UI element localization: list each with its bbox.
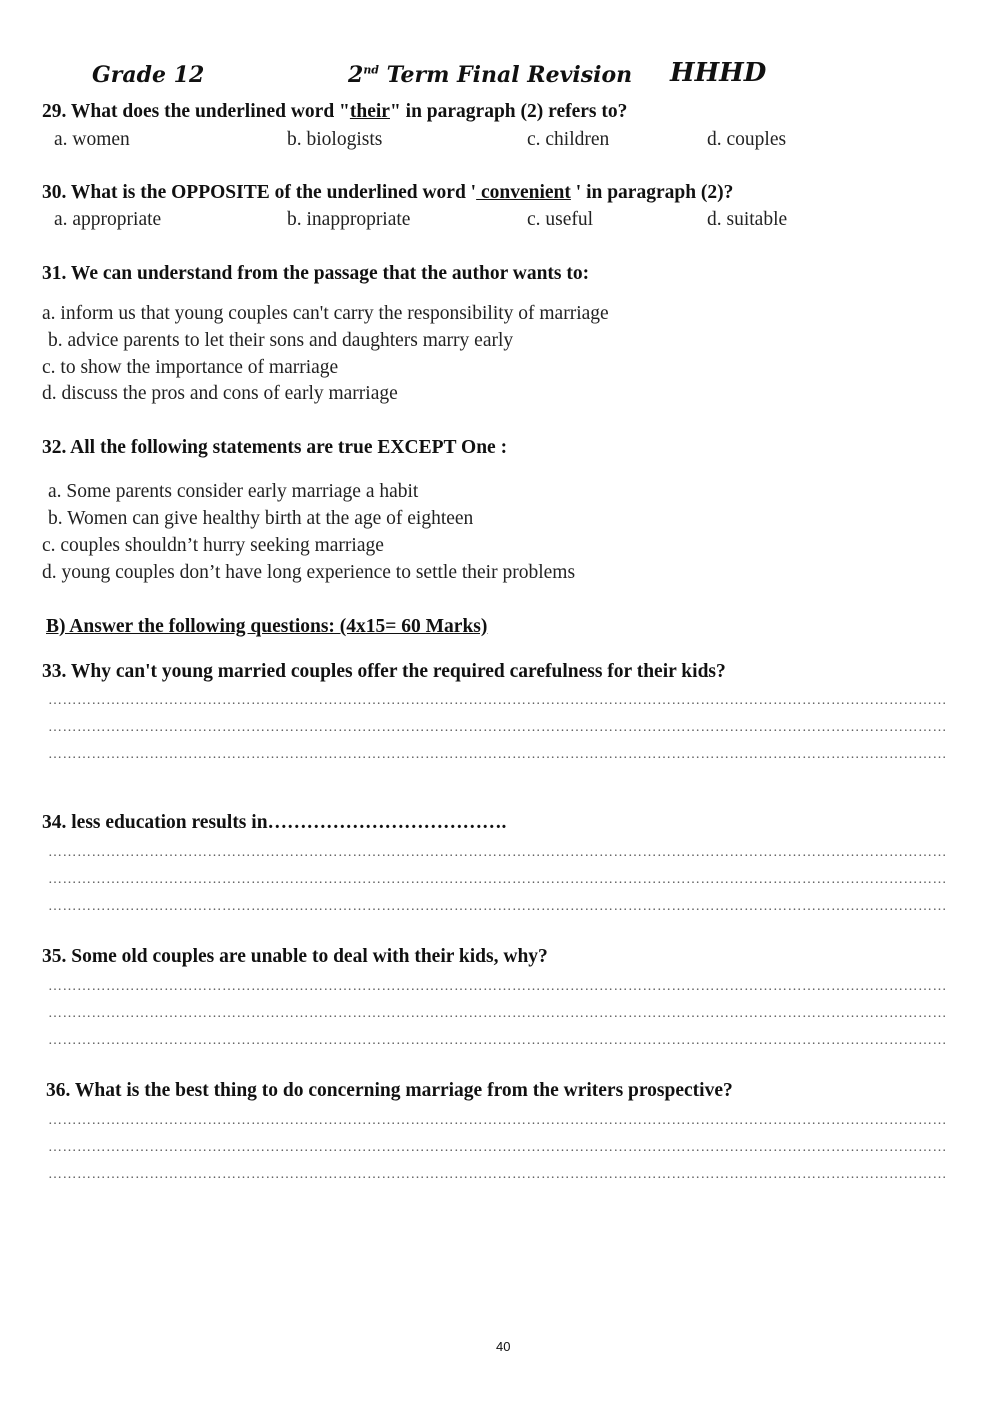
header-logo: HHHD bbox=[670, 58, 767, 88]
q30-option-c: c. useful bbox=[527, 209, 594, 230]
q32-option-a: a. Some parents consider early marriage a habit bbox=[48, 481, 419, 502]
answer-line: …………………………………………………………………………………………………………………………………………………………………… bbox=[48, 747, 947, 762]
question-33: 33. Why can't young married couples offer the required carefulness for their kids? bbox=[42, 661, 726, 682]
q30-option-a: a. appropriate bbox=[54, 209, 162, 230]
answer-line: …………………………………………………………………………………………………………………………………………………………………… bbox=[48, 872, 947, 887]
q29-option-d: d. couples bbox=[707, 129, 787, 150]
answer-line: …………………………………………………………………………………………………………………………………………………………………… bbox=[48, 979, 947, 994]
header-grade: Grade 12 bbox=[92, 62, 205, 88]
q29-option-a: a. women bbox=[54, 129, 130, 150]
header-term: 2nd Term Final Revision bbox=[348, 62, 633, 88]
question-34: 34. less education results in………………………………. bbox=[42, 812, 507, 833]
answer-line: …………………………………………………………………………………………………………………………………………………………………… bbox=[48, 845, 947, 860]
q29-option-b: b. biologists bbox=[287, 129, 383, 150]
answer-line: …………………………………………………………………………………………………………………………………………………………………… bbox=[48, 720, 947, 735]
q31-option-a: a. inform us that young couples can't carry the responsibility of marriage bbox=[42, 303, 609, 324]
q31-option-c: c. to show the importance of marriage bbox=[42, 357, 339, 378]
answer-line: …………………………………………………………………………………………………………………………………………………………………… bbox=[48, 1167, 947, 1182]
question-29: 29. What does the underlined word "their" in paragraph (2) refers to? bbox=[42, 101, 628, 122]
answer-line: …………………………………………………………………………………………………………………………………………………………………… bbox=[48, 1140, 947, 1155]
answer-line: …………………………………………………………………………………………………………………………………………………………………… bbox=[48, 693, 947, 708]
q31-option-d: d. discuss the pros and cons of early marriage bbox=[42, 383, 398, 404]
answer-line: …………………………………………………………………………………………………………………………………………………………………… bbox=[48, 1033, 947, 1048]
q32-option-d: d. young couples don’t have long experience to settle their problems bbox=[42, 562, 576, 583]
answer-line: …………………………………………………………………………………………………………………………………………………………………… bbox=[48, 899, 947, 914]
q32-option-c: c. couples shouldn’t hurry seeking marriage bbox=[42, 535, 384, 556]
section-b-heading: B) Answer the following questions: (4x15= 60 Marks) bbox=[46, 616, 488, 637]
question-32: 32. All the following statements are true EXCEPT One : bbox=[42, 437, 508, 458]
page-number: 40 bbox=[496, 1339, 511, 1354]
q32-option-b: b. Women can give healthy birth at the age of eighteen bbox=[48, 508, 474, 529]
q30-option-b: b. inappropriate bbox=[287, 209, 411, 230]
question-30: 30. What is the OPPOSITE of the underlined word ' convenient ' in paragraph (2)? bbox=[42, 182, 734, 203]
question-35: 35. Some old couples are unable to deal with their kids, why? bbox=[42, 946, 548, 967]
q29-option-c: c. children bbox=[527, 129, 610, 150]
question-36: 36. What is the best thing to do concerning marriage from the writers prospective? bbox=[46, 1080, 733, 1101]
answer-line: …………………………………………………………………………………………………………………………………………………………………… bbox=[48, 1113, 947, 1128]
q31-option-b: b. advice parents to let their sons and daughters marry early bbox=[48, 330, 514, 351]
q30-option-d: d. suitable bbox=[707, 209, 788, 230]
question-31: 31. We can understand from the passage that the author wants to: bbox=[42, 263, 590, 284]
answer-line: …………………………………………………………………………………………………………………………………………………………………… bbox=[48, 1006, 947, 1021]
